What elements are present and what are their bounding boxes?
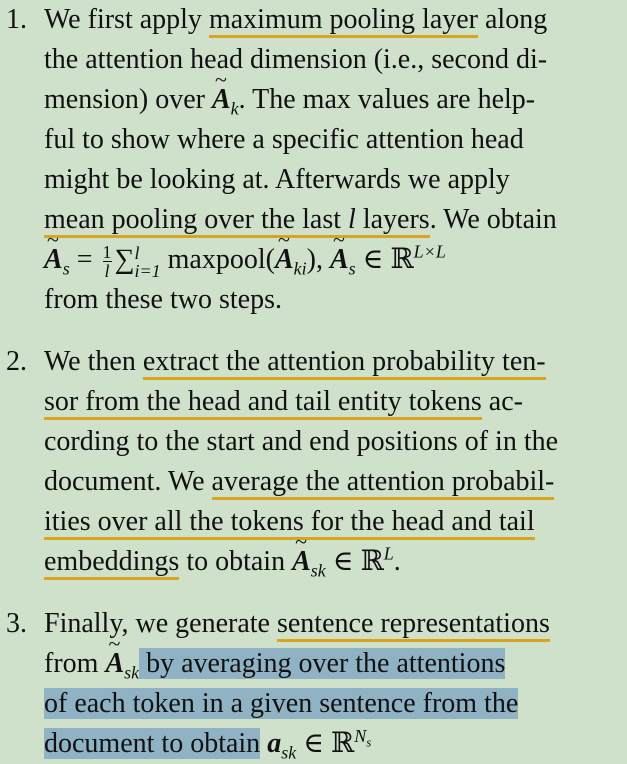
text-highlight: of each token in a given sentence from the [44, 688, 519, 719]
text-line: sor from the head and tail entity tokens ac- [44, 382, 523, 422]
text-line: Finally, we generate sentence representations [44, 604, 550, 644]
item-number: 2. [6, 346, 27, 377]
underline-highlight: extract the attention probability ten- [143, 346, 546, 380]
item-number: 3. [6, 608, 27, 639]
text-line: document. We average the attention probabil- [44, 462, 554, 502]
underline-highlight: embeddings [44, 546, 179, 580]
underline-highlight: sentence representations [277, 608, 550, 642]
underline-highlight: sor from the head and tail entity tokens [44, 386, 482, 420]
text-line: mension) over ~ $A_k$. The max values are help- [44, 80, 535, 120]
equation-line: ~ $A_s$ = $\frac{1}{l}$ ∑ l i=1 maxpool(~ $A_{ki}$), ~ $A_s$ ∈ ℝ$^{L\times L}$ [44, 240, 446, 280]
math-symbol: ~ A [212, 80, 231, 120]
text-line: from ~ $A_{sk}$ by averaging over the attentions [44, 644, 505, 684]
text-line [44, 502, 535, 542]
text-highlight: document to obtain [44, 728, 261, 759]
fraction: $\frac{1}{l}$ [102, 242, 112, 282]
underline-highlight: maximum pooling layer [209, 4, 478, 38]
text-line: from these two steps. [44, 284, 282, 315]
underline-highlight: mean pooling over the last l layers [44, 204, 430, 238]
sum-symbol: ∑ [114, 244, 135, 275]
text-line: ful to show where a specific attention head [44, 124, 524, 155]
text-line: We first apply maximum pooling layer along [44, 0, 547, 40]
item-number: 1. [6, 4, 27, 35]
text-line: embeddings to obtain ~ $A_{sk}$ ∈ ℝ$^L$. [44, 542, 401, 582]
text-line [44, 684, 518, 724]
text-line: might be looking at. Afterwards we apply [44, 164, 510, 195]
text-line: We then extract the attention probability ten- [44, 342, 546, 382]
underline-highlight: average the attention probabil- [212, 466, 555, 500]
text-line: document to obtain $a_{sk}$ ∈ ℝ$^{N_s}$ [44, 725, 372, 763]
text-line: mean pooling over the last l layers. We obtain [44, 200, 557, 240]
text-highlight: by averaging over the attentions [139, 648, 506, 679]
text-line: the attention head dimension (i.e., second di- [44, 44, 548, 75]
underline-highlight: ities over all the tokens for the head and tail [44, 506, 535, 540]
text-line: cording to the start and end positions of in the [44, 426, 559, 457]
